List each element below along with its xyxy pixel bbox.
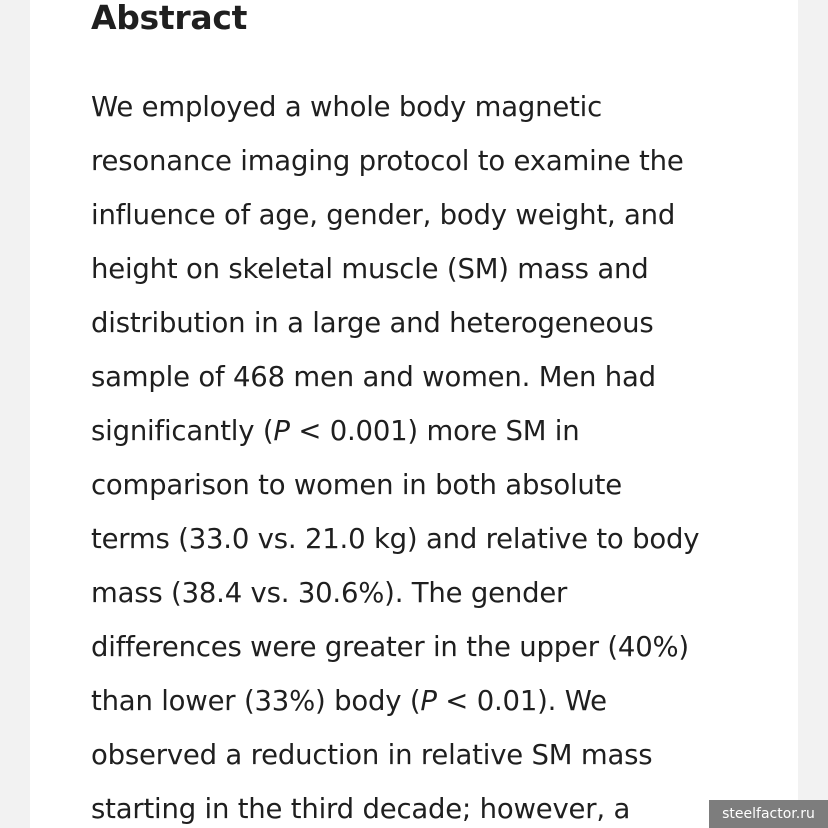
abstract-line: starting in the third decade; however, a bbox=[91, 793, 631, 825]
abstract-body bbox=[91, 80, 771, 828]
abstract-line: terms (33.0 vs. 21.0 kg) and relative to body bbox=[91, 523, 700, 555]
abstract-line: sample of 468 men and women. Men had bbox=[91, 361, 656, 393]
abstract-line: height on skeletal muscle (SM) mass and bbox=[91, 253, 649, 285]
abstract-line: observed a reduction in relative SM mass bbox=[91, 739, 653, 771]
line-text: significantly ( bbox=[91, 415, 274, 447]
line-text: < 0.001) more SM in bbox=[289, 415, 580, 447]
abstract-line: influence of age, gender, body weight, and bbox=[91, 199, 676, 231]
abstract-line bbox=[91, 404, 771, 458]
abstract-line: distribution in a large and heterogeneous bbox=[91, 307, 654, 339]
line-text: than lower (33%) body ( bbox=[91, 685, 421, 717]
italic-p-value: P bbox=[273, 415, 290, 447]
abstract-line bbox=[91, 674, 771, 728]
watermark-badge: steelfactor.ru bbox=[709, 800, 828, 828]
italic-p-value: P bbox=[420, 685, 437, 717]
line-text: < 0.01). We bbox=[436, 685, 607, 717]
abstract-line: We employed a whole body magnetic bbox=[91, 91, 603, 123]
abstract-line: mass (38.4 vs. 30.6%). The gender bbox=[91, 577, 568, 609]
section-heading: Abstract bbox=[91, 0, 248, 37]
abstract-line: differences were greater in the upper (40%) bbox=[91, 631, 689, 663]
abstract-line: comparison to women in both absolute bbox=[91, 469, 622, 501]
abstract-line: resonance imaging protocol to examine the bbox=[91, 145, 684, 177]
